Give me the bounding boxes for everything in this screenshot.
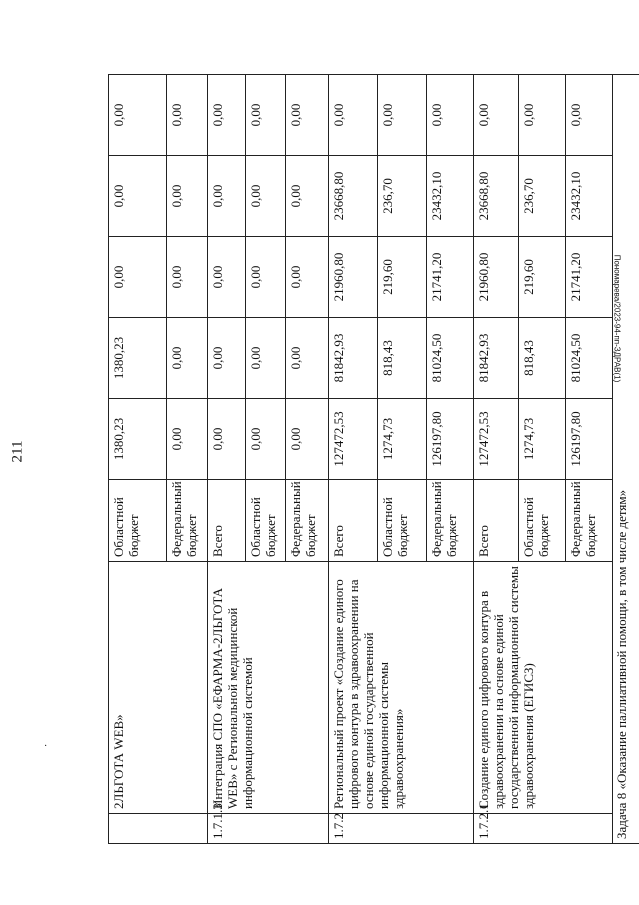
table-row	[474, 75, 519, 844]
page-number: 211	[9, 440, 26, 463]
amount-year-2: 21960,80	[329, 237, 378, 318]
amount-total: 1380,23	[109, 399, 167, 480]
amount-year-3: 0,00	[286, 156, 329, 237]
amount-year-3: 23668,80	[474, 156, 519, 237]
amount-year-2: 0,00	[167, 237, 208, 318]
funding-source: Всего	[208, 480, 246, 562]
amount-year-2: 21741,20	[427, 237, 474, 318]
row-name: 2ЛЬГОТА WEB»	[109, 562, 208, 814]
task-heading: Задача 8 «Оказание паллиативной помощи, в том числе детям»	[613, 75, 639, 844]
table-row	[208, 75, 246, 844]
row-name: Интеграция СПО «ЕФАРМА-2ЛЬГОТА WEB» с Региональной медицинской информационной системой	[208, 562, 329, 814]
amount-total: 0,00	[246, 399, 286, 480]
amount-total: 0,00	[167, 399, 208, 480]
row-name: Создание единого цифрового контура в здравоохранении на основе единой государственной информационной системы здравоохранения (ЕГИСЗ)	[474, 562, 613, 814]
amount-year-3: 23432,10	[427, 156, 474, 237]
amount-total: 127472,53	[329, 399, 378, 480]
amount-year-2: 21741,20	[566, 237, 613, 318]
budget-table	[108, 74, 639, 844]
amount-year-2: 0,00	[246, 237, 286, 318]
row-code	[109, 814, 208, 844]
document-footer-code: Пономарева/2023-94-пп-ЗДРАВ(1)	[612, 254, 622, 383]
amount-year-3: 236,70	[378, 156, 427, 237]
amount-total: 127472,53	[474, 399, 519, 480]
amount-year-2: 219,60	[519, 237, 566, 318]
row-code: 1.7.2	[329, 814, 474, 844]
amount-year-3: 236,70	[519, 156, 566, 237]
amount-year-4: 0,00	[286, 75, 329, 156]
funding-source: Областной бюджет	[519, 480, 566, 562]
amount-year-3: 0,00	[167, 156, 208, 237]
amount-total: 1274,73	[519, 399, 566, 480]
amount-year-1: 0,00	[286, 318, 329, 399]
amount-total: 0,00	[208, 399, 246, 480]
amount-total: 126197,80	[427, 399, 474, 480]
amount-year-2: 0,00	[286, 237, 329, 318]
amount-total: 126197,80	[566, 399, 613, 480]
amount-year-4: 0,00	[208, 75, 246, 156]
amount-year-2: 0,00	[109, 237, 167, 318]
amount-year-4: 0,00	[474, 75, 519, 156]
amount-year-1: 0,00	[167, 318, 208, 399]
table-row	[613, 75, 639, 844]
amount-year-3: 23432,10	[566, 156, 613, 237]
table-row	[329, 75, 378, 844]
amount-total: 0,00	[286, 399, 329, 480]
amount-year-4: 0,00	[519, 75, 566, 156]
amount-year-2: 219,60	[378, 237, 427, 318]
table-row	[109, 75, 167, 844]
amount-year-1: 81024,50	[427, 318, 474, 399]
amount-year-1: 0,00	[246, 318, 286, 399]
row-code: 1.7.2.1	[474, 814, 613, 844]
amount-year-4: 0,00	[246, 75, 286, 156]
row-name: Региональный проект «Создание единого цифрового контура в здравоохранении на основе единой государственной информационной системы здравоохранения»	[329, 562, 474, 814]
amount-year-3: 0,00	[109, 156, 167, 237]
amount-year-4: 0,00	[378, 75, 427, 156]
amount-total: 1274,73	[378, 399, 427, 480]
amount-year-1: 81842,93	[474, 318, 519, 399]
row-code: 1.7.1.3	[208, 814, 329, 844]
funding-source: Всего	[474, 480, 519, 562]
funding-source: Федеральный бюджет	[427, 480, 474, 562]
funding-source: Федеральный бюджет	[566, 480, 613, 562]
amount-year-4: 0,00	[109, 75, 167, 156]
funding-source: Федеральный бюджет	[286, 480, 329, 562]
funding-source: Областной бюджет	[378, 480, 427, 562]
amount-year-1: 1380,23	[109, 318, 167, 399]
amount-year-4: 0,00	[427, 75, 474, 156]
amount-year-1: 0,00	[208, 318, 246, 399]
funding-source: Областной бюджет	[246, 480, 286, 562]
amount-year-1: 818,43	[519, 318, 566, 399]
amount-year-1: 81842,93	[329, 318, 378, 399]
amount-year-2: 0,00	[208, 237, 246, 318]
amount-year-1: 81024,50	[566, 318, 613, 399]
amount-year-3: 0,00	[208, 156, 246, 237]
amount-year-2: 21960,80	[474, 237, 519, 318]
funding-source: Всего	[329, 480, 378, 562]
amount-year-4: 0,00	[167, 75, 208, 156]
amount-year-1: 818,43	[378, 318, 427, 399]
funding-source: Федеральный бюджет	[167, 480, 208, 562]
amount-year-3: 0,00	[246, 156, 286, 237]
funding-source: Областной бюджет	[109, 480, 167, 562]
scan-mark: ·	[44, 741, 48, 752]
amount-year-4: 0,00	[566, 75, 613, 156]
amount-year-3: 23668,80	[329, 156, 378, 237]
amount-year-4: 0,00	[329, 75, 378, 156]
